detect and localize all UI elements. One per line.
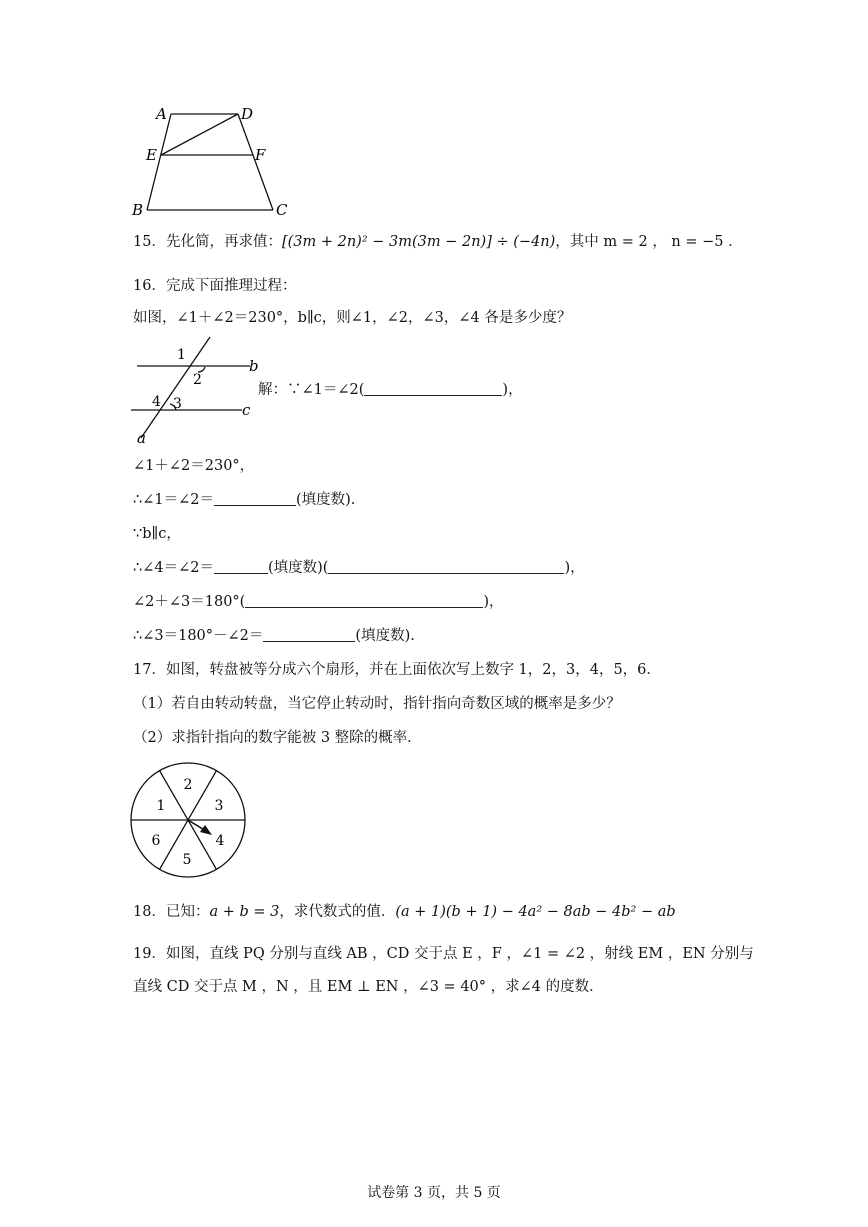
q16-step-4 [133, 558, 585, 578]
degree-blank-2[interactable] [214, 558, 268, 574]
sector-label-2: 2 [183, 777, 193, 793]
q17-line [133, 660, 661, 680]
q16-step5-pre: ∠2＋∠3＝180°( [133, 594, 246, 610]
page-footer: 试卷第 3 页，共 5 页 [367, 1185, 501, 1201]
q16-sol1-pre: 解：∵∠1＝∠2( [258, 382, 365, 398]
trapezoid-figure [130, 100, 300, 220]
spinner-figure [126, 758, 256, 888]
q17-part-1: （1）若自由转动转盘，当它停止转动时，指针指向奇数区域的概率是多少？ [133, 696, 621, 712]
q18-line [133, 902, 676, 922]
q16-step6-pre: ∴∠3＝180°－∠2＝ [133, 628, 264, 644]
q15-line [133, 232, 743, 252]
q16-step-2 [133, 490, 355, 510]
q16-step5-post: )， [483, 594, 504, 610]
sector-label-3: 3 [214, 798, 224, 814]
q16-sol1-post: )， [502, 382, 523, 398]
line-a-label: a [137, 429, 146, 447]
angle-3-label: 3 [173, 396, 182, 412]
q15-condition: ，其中 m = 2 ， n = −5 ． [555, 234, 743, 250]
q16-step-5 [133, 592, 504, 612]
q19-line-1 [133, 944, 754, 964]
label-d: D [241, 105, 254, 123]
label-e: E [146, 146, 157, 164]
arrow-icon [200, 825, 212, 835]
q18-text-pre: 已知： [165, 904, 210, 920]
label-f: F [255, 146, 266, 164]
degree-blank-3[interactable] [263, 626, 355, 642]
q15-expression: [(3m + 2n)² − 3m(3m − 2n)] ÷ (−4n) [281, 234, 556, 250]
label-c: C [276, 201, 288, 219]
sector-label-1: 1 [156, 798, 166, 814]
q17-part-2: （2）求指针指向的数字能被 3 整除的概率． [133, 730, 422, 746]
q16-step6-post: (填度数). [355, 628, 415, 644]
q16-step-6 [133, 626, 415, 646]
q17-text: 如图，转盘被等分成六个扇形，并在上面依次写上数字 1，2，3，4，5，6． [165, 662, 661, 678]
sector-label-4: 4 [215, 833, 225, 849]
sector-label-5: 5 [182, 852, 192, 868]
q16-title-line [133, 276, 296, 296]
q16-prompt: 如图，∠1＋∠2＝230°，b∥c，则∠1，∠2，∠3，∠4 各是多少度？ [133, 310, 572, 326]
angle-2-label: 2 [193, 372, 202, 388]
q16-solution-step-0 [258, 380, 523, 400]
q16-number: 16． [133, 278, 166, 294]
q18-expression: (a + 1)(b + 1) − 4a² − 8ab − 4b² − ab [395, 904, 676, 920]
q16-step4-pre: ∴∠4＝∠2＝ [133, 560, 214, 576]
segment-ed [161, 114, 238, 155]
label-b: B [132, 201, 144, 219]
q19-text-1: 如图，直线 PQ 分别与直线 AB ，CD 交于点 E ，F ，∠1 = ∠2 ，射线 EM ，EN 分别与 [165, 946, 754, 962]
q19-line-2: 直线 CD 交于点 M ，N ，且 EM ⊥ EN ，∠3 = 40° ，求∠4 的度数． [133, 979, 604, 995]
q15-number: 15． [133, 234, 166, 250]
q15-text: 先化简，再求值： [165, 234, 282, 250]
q16-step-1: ∠1＋∠2＝230°， [133, 458, 255, 474]
angle-1-label: 1 [177, 347, 186, 363]
q19-number: 19． [133, 946, 166, 962]
q16-step4-mid: (填度数)( [267, 560, 329, 576]
line-b-label: b [249, 357, 259, 375]
sector-label-6: 6 [151, 833, 161, 849]
q16-step4-post: )， [564, 560, 585, 576]
reason-blank-3[interactable] [245, 592, 483, 608]
parallel-lines-figure [128, 335, 268, 447]
q18-number: 18． [133, 904, 166, 920]
angle-4-label: 4 [152, 394, 161, 410]
q16-step-3: ∵b∥c， [133, 526, 181, 542]
q18-condition: a + b = 3 [209, 904, 280, 920]
reason-blank-2[interactable] [328, 558, 564, 574]
q18-text-mid: ，求代数式的值． [279, 904, 396, 920]
q16-step2-post: (填度数). [295, 492, 356, 508]
q17-number: 17． [133, 662, 166, 678]
label-a: A [156, 105, 167, 123]
degree-blank-1[interactable] [214, 490, 296, 506]
reason-blank-1[interactable] [364, 380, 502, 396]
line-c-label: c [242, 401, 251, 419]
q16-step2-pre: ∴∠1＝∠2＝ [133, 492, 214, 508]
q16-title: 完成下面推理过程： [165, 278, 297, 294]
